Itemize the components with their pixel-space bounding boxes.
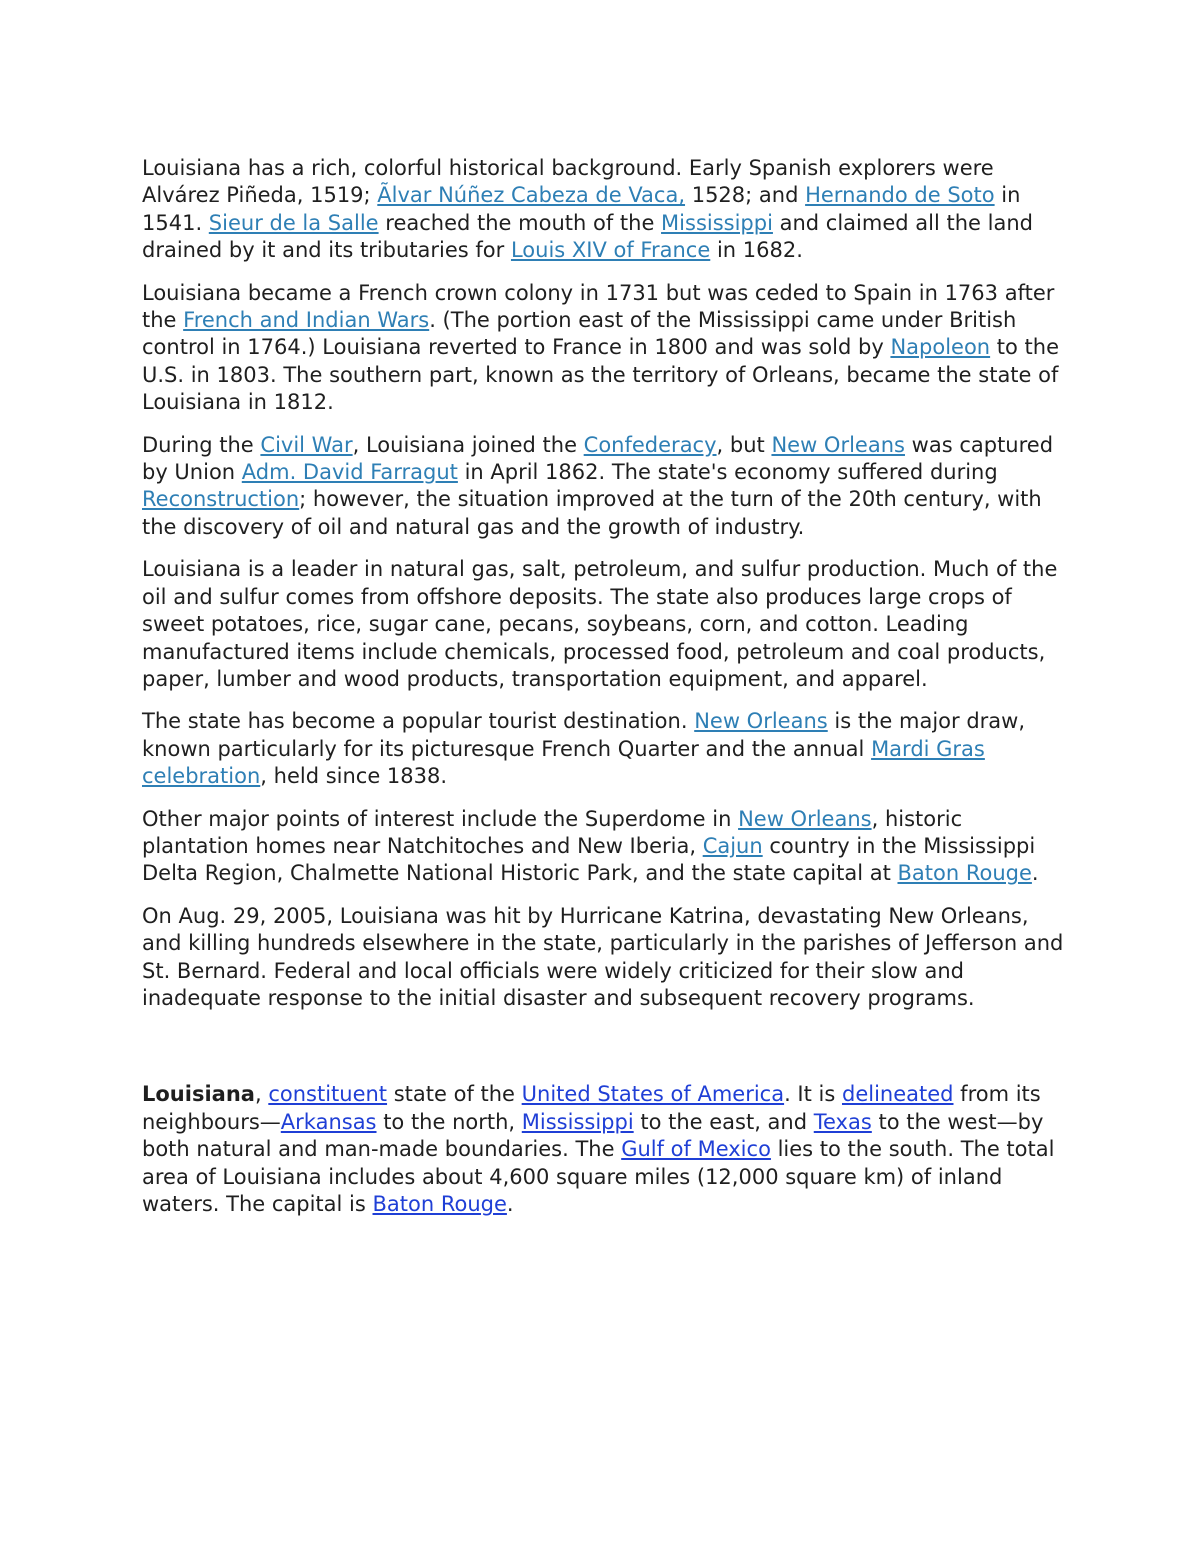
link-napoleon[interactable]: Napoleon	[890, 335, 991, 360]
text: to the west—by both natural and man-made boundaries. The	[142, 1109, 1044, 1162]
text: ; however, the situation improved at the turn of the 20th century, with the discovery of oil and natural gas and the growth of industry.	[142, 487, 1042, 539]
link-delineated[interactable]: delineated	[841, 1082, 954, 1107]
link-arkansas[interactable]: Arkansas	[280, 1109, 377, 1134]
text: The state has become a popular tourist destination.	[142, 709, 695, 734]
text: to the U.S. in 1803. The southern part, known as the territory of Orleans, became the state of Louisiana in 1812.	[142, 335, 1060, 415]
text: 1528; and	[685, 183, 806, 208]
paragraph-geography	[142, 1081, 1072, 1218]
link-mississippi[interactable]: Mississippi	[521, 1109, 634, 1134]
text: and claimed all the land drained by it and its tributaries for	[142, 210, 1033, 263]
text: was captured by Union	[142, 432, 1054, 485]
text: in April 1862. The state's economy suffered during	[457, 460, 998, 485]
paragraph-points-of-interest	[142, 806, 1072, 888]
text: country in the Mississippi Delta Region, Chalmette National Historic Park, and the state capital at	[142, 833, 1036, 886]
term-louisiana: Louisiana	[142, 1082, 255, 1107]
text: Louisiana became a French crown colony in 1731 but was ceded to Spain in 1763 after the	[142, 280, 1055, 333]
text: , Louisiana joined the	[352, 432, 584, 457]
paragraph-early-explorers	[142, 155, 1072, 265]
paragraph-civil-war	[142, 432, 1072, 542]
spacer	[142, 1027, 1072, 1081]
text: reached the mouth of the	[378, 210, 662, 235]
text: in 1682.	[710, 238, 803, 263]
link-united-states-of-america[interactable]: United States of America	[521, 1082, 785, 1107]
link-adm-david-farragut[interactable]: Adm. David Farragut	[241, 460, 458, 485]
link-hernando-de-soto[interactable]: Hernando de Soto	[805, 183, 995, 208]
text: . (The portion east of the Mississippi came under British control in 1764.) Louisiana reverted to France in 1800 and was sold by	[142, 308, 1017, 360]
paragraph-economy	[142, 556, 1072, 693]
link-sieur-de-la-salle[interactable]: Sieur de la Salle	[208, 210, 379, 235]
text: , but	[716, 432, 772, 457]
text: to the north,	[376, 1109, 522, 1134]
link-alvar-nunez-cabeza-de-vaca[interactable]: Ãlvar Núñez Cabeza de Vaca,	[377, 183, 686, 208]
text: , historic plantation homes near Natchitoches and New Iberia,	[142, 806, 963, 858]
link-baton-rouge[interactable]: Baton Rouge	[897, 861, 1032, 886]
link-mississippi[interactable]: Mississippi	[661, 210, 773, 235]
link-new-orleans[interactable]: New Orleans	[771, 432, 905, 457]
link-mardi-gras-celebration[interactable]: Mardi Gras celebration	[142, 736, 985, 789]
paragraph-tourism	[142, 708, 1072, 790]
text: lies to the south. The total area of Louisiana includes about 4,600 square miles (12,000 square km) of inland waters. The capital is	[142, 1137, 1055, 1216]
link-confederacy[interactable]: Confederacy	[583, 432, 717, 457]
paragraph-hurricane-katrina	[142, 903, 1072, 1013]
text: .	[1031, 861, 1039, 886]
link-new-orleans[interactable]: New Orleans	[738, 806, 872, 831]
link-texas[interactable]: Texas	[813, 1109, 872, 1134]
link-gulf-of-mexico[interactable]: Gulf of Mexico	[621, 1137, 771, 1162]
paragraph-colonial-history	[142, 280, 1072, 417]
text: state of the	[387, 1082, 522, 1107]
link-new-orleans[interactable]: New Orleans	[694, 709, 828, 734]
text: is the major draw, known particularly for its picturesque French Quarter and the annual	[142, 709, 1025, 761]
text: On Aug. 29, 2005, Louisiana was hit by Hurricane Katrina, devastating New Orleans, and killing hundreds elsewhere in the state, particularly in the parishes of Jefferson and St. Bernard. Federal and local officials were widely criticized for their slow and inadequate response to the initial disaster and subsequent recovery programs.	[142, 903, 1064, 1010]
text: .	[506, 1192, 514, 1216]
text: in 1541.	[142, 183, 1021, 235]
link-baton-rouge[interactable]: Baton Rouge	[372, 1192, 507, 1216]
text: from its neighbours—	[142, 1082, 1041, 1134]
link-constituent[interactable]: constituent	[268, 1082, 388, 1107]
text: Other major points of interest include the Superdome in	[142, 806, 739, 831]
link-louis-xiv-of-france[interactable]: Louis XIV of France	[510, 238, 711, 263]
document-page	[142, 155, 1072, 1233]
text: . It is	[784, 1082, 842, 1107]
text: During the	[142, 432, 261, 457]
link-civil-war[interactable]: Civil War	[260, 432, 353, 457]
text: ,	[254, 1082, 269, 1107]
link-reconstruction[interactable]: Reconstruction	[142, 487, 300, 512]
text: to the east, and	[633, 1109, 814, 1134]
text: Louisiana has a rich, colorful historical background. Early Spanish explorers were Alvárez Piñeda, 1519;	[142, 156, 994, 208]
link-cajun[interactable]: Cajun	[702, 833, 763, 858]
link-french-and-indian-wars[interactable]: French and Indian Wars	[183, 308, 430, 333]
text: , held since 1838.	[260, 764, 448, 789]
text: Louisiana is a leader in natural gas, salt, petroleum, and sulfur production. Much of the oil and sulfur comes from offshore deposits. The state also produces large crops of sweet potatoes, rice, sugar cane, pecans, soybeans, corn, and cotton. Leading manufactured items include chemicals, processed food, petroleum and coal products, paper, lumber and wood products, transportation equipment, and apparel.	[142, 557, 1058, 691]
